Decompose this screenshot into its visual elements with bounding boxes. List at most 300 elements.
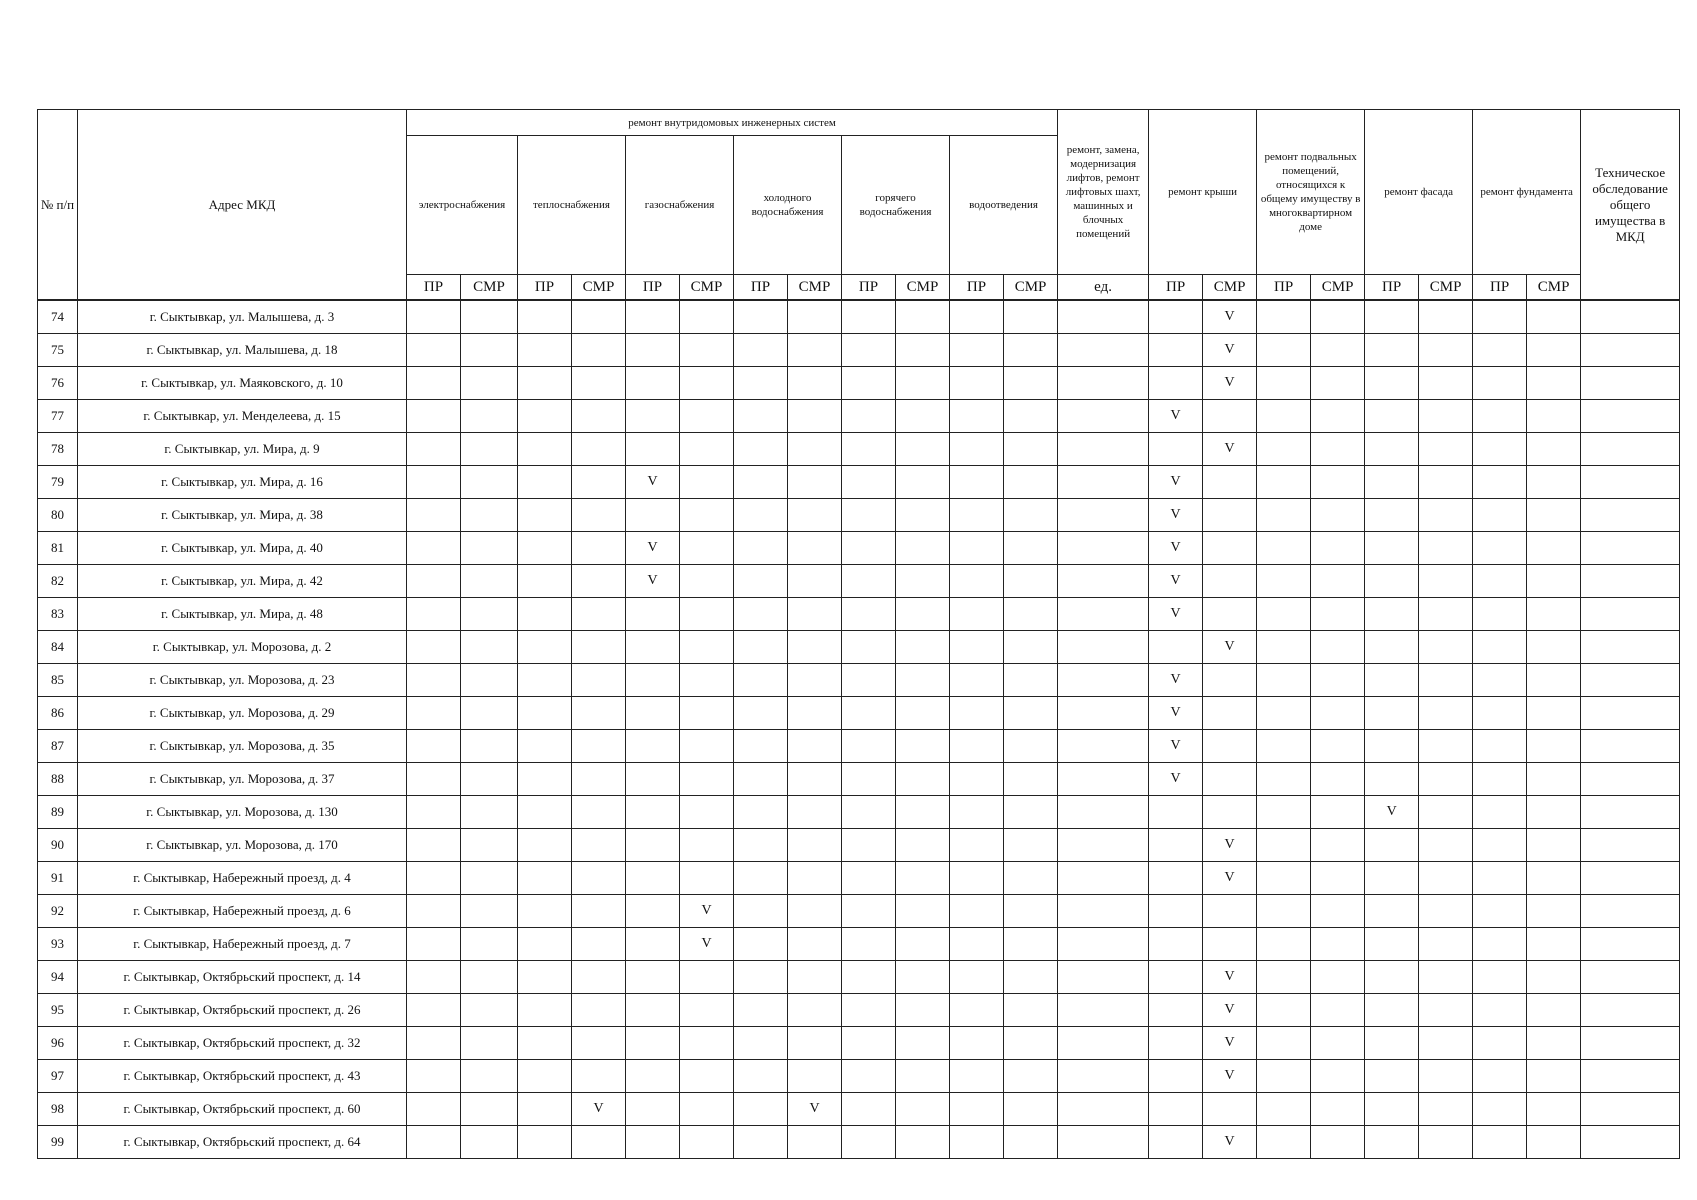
- cell-hot_smr: [896, 300, 950, 334]
- cell-fnd_smr: [1527, 862, 1581, 895]
- cell-cold_pr: [734, 994, 788, 1027]
- cell-heat_pr: [518, 1027, 572, 1060]
- cell-heat_pr: [518, 862, 572, 895]
- cell-fac_pr: [1365, 1060, 1419, 1093]
- cell-drain_smr: [1004, 862, 1058, 895]
- cell-fac_smr: [1419, 433, 1473, 466]
- cell-survey: [1581, 895, 1680, 928]
- row-address: г. Сыктывкар, ул. Мира, д. 38: [78, 499, 407, 532]
- cell-survey: [1581, 1093, 1680, 1126]
- cell-gas_pr: [626, 961, 680, 994]
- cell-heat_pr: [518, 1060, 572, 1093]
- cell-base_pr: [1257, 499, 1311, 532]
- cell-fnd_pr: [1473, 400, 1527, 433]
- header-cold-water: холодного водоснабжения: [734, 136, 842, 275]
- cell-fnd_smr: [1527, 697, 1581, 730]
- cell-fnd_pr: [1473, 466, 1527, 499]
- header-gas: газоснабжения: [626, 136, 734, 275]
- cell-lift: [1058, 499, 1149, 532]
- cell-fnd_pr: [1473, 697, 1527, 730]
- cell-heat_smr: [572, 895, 626, 928]
- cell-roof_smr: V: [1203, 961, 1257, 994]
- cell-fac_smr: [1419, 1126, 1473, 1159]
- row-address: г. Сыктывкар, Октябрьский проспект, д. 43: [78, 1060, 407, 1093]
- cell-fnd_pr: [1473, 895, 1527, 928]
- cell-el_pr: [407, 928, 461, 961]
- cell-hot_smr: [896, 697, 950, 730]
- cell-el_smr: [461, 664, 518, 697]
- cell-fnd_pr: [1473, 367, 1527, 400]
- cell-drain_smr: [1004, 433, 1058, 466]
- cell-heat_pr: [518, 532, 572, 565]
- cell-fnd_smr: [1527, 334, 1581, 367]
- cell-hot_pr: [842, 829, 896, 862]
- cell-hot_pr: [842, 1060, 896, 1093]
- cell-hot_smr: [896, 664, 950, 697]
- row-number: 75: [38, 334, 78, 367]
- cell-lift: [1058, 796, 1149, 829]
- cell-heat_pr: [518, 796, 572, 829]
- cell-heat_pr: [518, 697, 572, 730]
- cell-lift: [1058, 994, 1149, 1027]
- cell-heat_smr: [572, 466, 626, 499]
- cell-cold_smr: [788, 829, 842, 862]
- cell-drain_pr: [950, 334, 1004, 367]
- cell-drain_pr: [950, 994, 1004, 1027]
- cell-base_smr: [1311, 466, 1365, 499]
- cell-gas_smr: [680, 631, 734, 664]
- cell-hot_smr: [896, 1126, 950, 1159]
- cell-cold_smr: [788, 664, 842, 697]
- cell-gas_smr: [680, 796, 734, 829]
- cell-lift: [1058, 862, 1149, 895]
- cell-gas_smr: [680, 598, 734, 631]
- cell-lift: [1058, 400, 1149, 433]
- cell-roof_pr: [1149, 1093, 1203, 1126]
- cell-el_smr: [461, 400, 518, 433]
- row-number: 80: [38, 499, 78, 532]
- row-address: г. Сыктывкар, ул. Мира, д. 48: [78, 598, 407, 631]
- cell-drain_smr: [1004, 763, 1058, 796]
- cell-roof_pr: V: [1149, 697, 1203, 730]
- cell-fnd_smr: [1527, 1027, 1581, 1060]
- cell-drain_smr: [1004, 631, 1058, 664]
- cell-fac_smr: [1419, 664, 1473, 697]
- cell-base_pr: [1257, 994, 1311, 1027]
- cell-el_smr: [461, 994, 518, 1027]
- cell-drain_pr: [950, 664, 1004, 697]
- cell-heat_pr: [518, 400, 572, 433]
- cell-gas_smr: [680, 1027, 734, 1060]
- cell-fnd_smr: [1527, 664, 1581, 697]
- cell-drain_smr: [1004, 1126, 1058, 1159]
- cell-roof_pr: [1149, 796, 1203, 829]
- cell-base_pr: [1257, 1027, 1311, 1060]
- cell-hot_pr: [842, 300, 896, 334]
- cell-cold_smr: [788, 400, 842, 433]
- cell-fnd_pr: [1473, 631, 1527, 664]
- cell-cold_smr: [788, 1126, 842, 1159]
- cell-gas_pr: [626, 928, 680, 961]
- cell-hot_pr: [842, 1126, 896, 1159]
- row-number: 77: [38, 400, 78, 433]
- cell-gas_pr: [626, 730, 680, 763]
- cell-fac_pr: [1365, 334, 1419, 367]
- header-roof: ремонт крыши: [1149, 110, 1257, 275]
- cell-gas_smr: V: [680, 895, 734, 928]
- cell-base_smr: [1311, 796, 1365, 829]
- cell-fnd_smr: [1527, 796, 1581, 829]
- cell-base_pr: [1257, 466, 1311, 499]
- cell-cold_pr: [734, 829, 788, 862]
- cell-roof_smr: V: [1203, 829, 1257, 862]
- cell-roof_pr: [1149, 433, 1203, 466]
- cell-heat_pr: [518, 664, 572, 697]
- cell-hot_pr: [842, 862, 896, 895]
- row-address: г. Сыктывкар, Набережный проезд, д. 4: [78, 862, 407, 895]
- cell-hot_smr: [896, 499, 950, 532]
- cell-hot_smr: [896, 763, 950, 796]
- cell-gas_pr: [626, 994, 680, 1027]
- cell-cold_smr: [788, 961, 842, 994]
- cell-drain_smr: [1004, 796, 1058, 829]
- row-address: г. Сыктывкар, ул. Мира, д. 9: [78, 433, 407, 466]
- cell-fac_smr: [1419, 895, 1473, 928]
- cell-drain_pr: [950, 763, 1004, 796]
- cell-el_pr: [407, 994, 461, 1027]
- cell-fnd_pr: [1473, 532, 1527, 565]
- cell-roof_smr: V: [1203, 334, 1257, 367]
- table-row: [38, 829, 1680, 862]
- cell-heat_smr: V: [572, 1093, 626, 1126]
- cell-roof_smr: [1203, 895, 1257, 928]
- cell-cold_pr: [734, 697, 788, 730]
- cell-gas_pr: [626, 895, 680, 928]
- cell-base_smr: [1311, 565, 1365, 598]
- subheader-base_smr: СМР: [1311, 275, 1365, 301]
- cell-fac_smr: [1419, 697, 1473, 730]
- cell-fnd_pr: [1473, 499, 1527, 532]
- table-row: [38, 499, 1680, 532]
- cell-drain_smr: [1004, 1060, 1058, 1093]
- cell-cold_pr: [734, 730, 788, 763]
- cell-fac_smr: [1419, 532, 1473, 565]
- cell-el_smr: [461, 730, 518, 763]
- cell-hot_pr: [842, 730, 896, 763]
- cell-fnd_pr: [1473, 1060, 1527, 1093]
- cell-base_smr: [1311, 300, 1365, 334]
- cell-base_pr: [1257, 532, 1311, 565]
- cell-fnd_pr: [1473, 300, 1527, 334]
- cell-base_pr: [1257, 1060, 1311, 1093]
- row-number: 79: [38, 466, 78, 499]
- cell-roof_smr: [1203, 466, 1257, 499]
- cell-roof_pr: [1149, 895, 1203, 928]
- cell-drain_smr: [1004, 697, 1058, 730]
- cell-drain_pr: [950, 367, 1004, 400]
- cell-drain_pr: [950, 1027, 1004, 1060]
- cell-gas_pr: V: [626, 565, 680, 598]
- cell-lift: [1058, 631, 1149, 664]
- cell-base_pr: [1257, 796, 1311, 829]
- cell-hot_pr: [842, 664, 896, 697]
- cell-hot_smr: [896, 532, 950, 565]
- cell-el_smr: [461, 829, 518, 862]
- cell-hot_smr: [896, 334, 950, 367]
- cell-roof_smr: [1203, 697, 1257, 730]
- cell-survey: [1581, 565, 1680, 598]
- cell-heat_pr: [518, 763, 572, 796]
- cell-base_smr: [1311, 400, 1365, 433]
- cell-fnd_smr: [1527, 961, 1581, 994]
- subheader-drain_smr: СМР: [1004, 275, 1058, 301]
- cell-roof_smr: [1203, 763, 1257, 796]
- cell-gas_smr: [680, 1060, 734, 1093]
- cell-fac_smr: [1419, 499, 1473, 532]
- cell-fnd_smr: [1527, 598, 1581, 631]
- cell-roof_pr: V: [1149, 763, 1203, 796]
- cell-fac_pr: [1365, 433, 1419, 466]
- row-number: 89: [38, 796, 78, 829]
- cell-roof_pr: V: [1149, 532, 1203, 565]
- cell-cold_smr: [788, 796, 842, 829]
- row-number: 88: [38, 763, 78, 796]
- cell-gas_smr: [680, 334, 734, 367]
- cell-gas_smr: [680, 499, 734, 532]
- row-number: 86: [38, 697, 78, 730]
- row-number: 92: [38, 895, 78, 928]
- subheader-cold_smr: СМР: [788, 275, 842, 301]
- table-row: [38, 433, 1680, 466]
- cell-fnd_smr: [1527, 763, 1581, 796]
- cell-roof_pr: [1149, 928, 1203, 961]
- cell-base_smr: [1311, 499, 1365, 532]
- cell-drain_smr: [1004, 829, 1058, 862]
- cell-fnd_pr: [1473, 961, 1527, 994]
- cell-base_pr: [1257, 829, 1311, 862]
- table-row: [38, 664, 1680, 697]
- header-foundation: ремонт фундамента: [1473, 110, 1581, 275]
- cell-cold_smr: [788, 730, 842, 763]
- cell-drain_smr: [1004, 598, 1058, 631]
- cell-drain_pr: [950, 433, 1004, 466]
- cell-roof_pr: V: [1149, 664, 1203, 697]
- row-address: г. Сыктывкар, Октябрьский проспект, д. 14: [78, 961, 407, 994]
- cell-el_smr: [461, 796, 518, 829]
- cell-gas_smr: [680, 664, 734, 697]
- table-body: [38, 300, 1680, 1159]
- cell-cold_pr: [734, 961, 788, 994]
- cell-roof_pr: V: [1149, 598, 1203, 631]
- cell-heat_smr: [572, 1060, 626, 1093]
- cell-drain_pr: [950, 862, 1004, 895]
- cell-base_pr: [1257, 367, 1311, 400]
- cell-gas_smr: [680, 400, 734, 433]
- cell-roof_pr: V: [1149, 466, 1203, 499]
- cell-drain_pr: [950, 796, 1004, 829]
- cell-fnd_smr: [1527, 367, 1581, 400]
- cell-fac_pr: [1365, 1126, 1419, 1159]
- cell-cold_smr: [788, 994, 842, 1027]
- cell-lift: [1058, 664, 1149, 697]
- cell-heat_smr: [572, 598, 626, 631]
- table-row: [38, 598, 1680, 631]
- cell-lift: [1058, 532, 1149, 565]
- table-row: [38, 400, 1680, 433]
- cell-fac_smr: [1419, 961, 1473, 994]
- table-row: [38, 334, 1680, 367]
- cell-fnd_smr: [1527, 499, 1581, 532]
- cell-base_pr: [1257, 400, 1311, 433]
- cell-gas_smr: [680, 300, 734, 334]
- cell-fac_pr: [1365, 829, 1419, 862]
- cell-hot_pr: [842, 565, 896, 598]
- subheader-el_pr: ПР: [407, 275, 461, 301]
- cell-hot_smr: [896, 433, 950, 466]
- cell-fac_smr: [1419, 1027, 1473, 1060]
- cell-heat_pr: [518, 895, 572, 928]
- cell-cold_pr: [734, 1093, 788, 1126]
- cell-cold_pr: [734, 300, 788, 334]
- row-number: 85: [38, 664, 78, 697]
- cell-gas_smr: [680, 994, 734, 1027]
- cell-base_smr: [1311, 697, 1365, 730]
- cell-el_pr: [407, 664, 461, 697]
- row-address: г. Сыктывкар, Набережный проезд, д. 6: [78, 895, 407, 928]
- cell-hot_smr: [896, 928, 950, 961]
- cell-fnd_smr: [1527, 895, 1581, 928]
- cell-lift: [1058, 565, 1149, 598]
- cell-gas_smr: [680, 466, 734, 499]
- cell-fnd_smr: [1527, 928, 1581, 961]
- cell-el_smr: [461, 334, 518, 367]
- cell-lift: [1058, 763, 1149, 796]
- cell-gas_pr: V: [626, 466, 680, 499]
- subheader-gas_smr: СМР: [680, 275, 734, 301]
- row-number: 90: [38, 829, 78, 862]
- cell-survey: [1581, 961, 1680, 994]
- subheader-fac_pr: ПР: [1365, 275, 1419, 301]
- cell-drain_smr: [1004, 961, 1058, 994]
- row-address: г. Сыктывкар, ул. Менделеева, д. 15: [78, 400, 407, 433]
- table-row: [38, 895, 1680, 928]
- cell-el_pr: [407, 1093, 461, 1126]
- cell-lift: [1058, 730, 1149, 763]
- cell-cold_smr: [788, 532, 842, 565]
- cell-heat_smr: [572, 697, 626, 730]
- cell-fac_pr: [1365, 763, 1419, 796]
- cell-cold_pr: [734, 1027, 788, 1060]
- row-address: г. Сыктывкар, Октябрьский проспект, д. 60: [78, 1093, 407, 1126]
- cell-cold_pr: [734, 499, 788, 532]
- subheader-base_pr: ПР: [1257, 275, 1311, 301]
- cell-survey: [1581, 862, 1680, 895]
- cell-fac_pr: [1365, 631, 1419, 664]
- row-address: г. Сыктывкар, ул. Морозова, д. 35: [78, 730, 407, 763]
- cell-cold_pr: [734, 1060, 788, 1093]
- cell-base_smr: [1311, 994, 1365, 1027]
- cell-hot_pr: [842, 928, 896, 961]
- cell-cold_smr: [788, 367, 842, 400]
- cell-heat_smr: [572, 928, 626, 961]
- cell-cold_pr: [734, 466, 788, 499]
- cell-el_pr: [407, 565, 461, 598]
- cell-fnd_smr: [1527, 1093, 1581, 1126]
- cell-el_pr: [407, 466, 461, 499]
- cell-heat_smr: [572, 1027, 626, 1060]
- cell-base_pr: [1257, 1126, 1311, 1159]
- cell-fac_pr: [1365, 400, 1419, 433]
- cell-hot_smr: [896, 829, 950, 862]
- cell-heat_smr: [572, 994, 626, 1027]
- cell-el_smr: [461, 466, 518, 499]
- cell-heat_pr: [518, 499, 572, 532]
- cell-fac_smr: [1419, 763, 1473, 796]
- cell-heat_smr: [572, 334, 626, 367]
- cell-fnd_pr: [1473, 433, 1527, 466]
- cell-lift: [1058, 466, 1149, 499]
- cell-hot_pr: [842, 895, 896, 928]
- cell-lift: [1058, 334, 1149, 367]
- cell-roof_pr: [1149, 334, 1203, 367]
- cell-heat_smr: [572, 961, 626, 994]
- cell-survey: [1581, 829, 1680, 862]
- cell-drain_pr: [950, 829, 1004, 862]
- cell-base_smr: [1311, 763, 1365, 796]
- cell-hot_smr: [896, 631, 950, 664]
- cell-roof_pr: [1149, 829, 1203, 862]
- cell-el_smr: [461, 763, 518, 796]
- cell-hot_pr: [842, 598, 896, 631]
- cell-base_pr: [1257, 664, 1311, 697]
- cell-gas_smr: V: [680, 928, 734, 961]
- cell-base_pr: [1257, 763, 1311, 796]
- cell-el_pr: [407, 730, 461, 763]
- cell-roof_smr: V: [1203, 862, 1257, 895]
- cell-lift: [1058, 598, 1149, 631]
- cell-base_smr: [1311, 664, 1365, 697]
- cell-roof_smr: [1203, 598, 1257, 631]
- cell-base_pr: [1257, 928, 1311, 961]
- cell-cold_smr: [788, 862, 842, 895]
- cell-base_smr: [1311, 433, 1365, 466]
- cell-el_pr: [407, 400, 461, 433]
- cell-gas_pr: V: [626, 532, 680, 565]
- cell-heat_pr: [518, 334, 572, 367]
- cell-base_pr: [1257, 862, 1311, 895]
- cell-fac_smr: [1419, 1093, 1473, 1126]
- cell-fac_pr: [1365, 367, 1419, 400]
- table-row: [38, 763, 1680, 796]
- cell-gas_smr: [680, 829, 734, 862]
- cell-heat_smr: [572, 565, 626, 598]
- cell-fac_pr: [1365, 598, 1419, 631]
- cell-survey: [1581, 697, 1680, 730]
- cell-fnd_pr: [1473, 565, 1527, 598]
- cell-roof_smr: [1203, 1093, 1257, 1126]
- cell-lift: [1058, 367, 1149, 400]
- table-row: [38, 631, 1680, 664]
- cell-fac_smr: [1419, 400, 1473, 433]
- cell-el_pr: [407, 598, 461, 631]
- row-number: 78: [38, 433, 78, 466]
- cell-cold_pr: [734, 1126, 788, 1159]
- cell-lift: [1058, 1093, 1149, 1126]
- cell-roof_smr: [1203, 499, 1257, 532]
- row-address: г. Сыктывкар, ул. Морозова, д. 130: [78, 796, 407, 829]
- cell-roof_smr: [1203, 730, 1257, 763]
- table-row: [38, 730, 1680, 763]
